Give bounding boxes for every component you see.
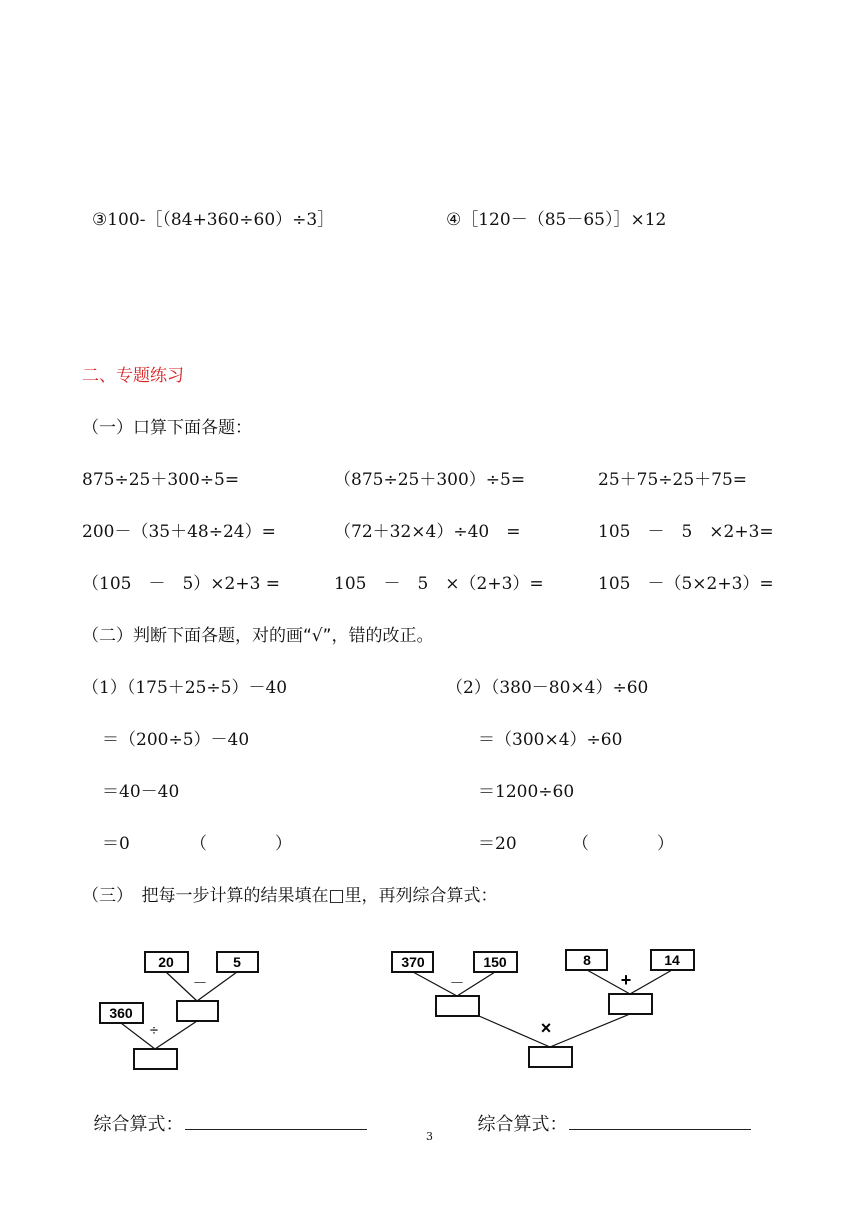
part2-heading: （二）判断下面各题，对的画“√”，错的改正。 bbox=[82, 626, 434, 646]
part3-heading: （三） 把每一步计算的结果填在□里，再列综合算式： bbox=[82, 886, 498, 906]
mental-calc-item: 105 －（5×2+3）= bbox=[598, 574, 774, 594]
judge-line: （2）（380－80×4）÷60 bbox=[446, 678, 649, 698]
answer-box[interactable] bbox=[436, 996, 479, 1016]
mental-calc-item: 25＋75÷25＋75= bbox=[598, 470, 748, 490]
judge-line: ＝1200÷60 bbox=[478, 782, 575, 802]
operator-divide: ÷ bbox=[149, 1022, 159, 1039]
mental-calc-item: 200－（35＋48÷24）= bbox=[82, 522, 276, 542]
tree-number: 5 bbox=[233, 954, 241, 970]
mental-calc-item: 105 － 5 ×（2+3）= bbox=[334, 574, 544, 594]
mental-calc-item: （105 － 5）×2+3 = bbox=[82, 574, 281, 594]
page-number: 3 bbox=[426, 1130, 433, 1143]
formula-blank[interactable] bbox=[569, 1115, 751, 1130]
tree-number: 8 bbox=[583, 952, 591, 968]
answer-parentheses[interactable]: （ ） bbox=[190, 834, 292, 854]
judge-line: ＝20 bbox=[478, 834, 517, 854]
judge-line: ＝40－40 bbox=[102, 782, 180, 802]
mental-calc-item: （72＋32×4）÷40 = bbox=[334, 522, 521, 542]
mental-calc-item: （875÷25＋300）÷5= bbox=[334, 470, 526, 490]
formula-label: 综合算式： bbox=[477, 1114, 568, 1135]
operator-multiply: × bbox=[540, 1018, 552, 1038]
problem-3: ③100-［（84+360÷60）÷3］ bbox=[92, 210, 335, 230]
formula-line-1 bbox=[82, 1097, 367, 1134]
formula-blank[interactable] bbox=[185, 1115, 367, 1130]
tree-number: 14 bbox=[664, 952, 680, 968]
answer-parentheses[interactable]: （ ） bbox=[572, 834, 674, 854]
operator-plus: + bbox=[620, 970, 632, 990]
tree-number: 370 bbox=[401, 954, 425, 970]
tree-number: 360 bbox=[109, 1005, 133, 1021]
judge-line: ＝（300×4）÷60 bbox=[478, 730, 623, 750]
mental-calc-item: 875÷25＋300÷5= bbox=[82, 470, 240, 490]
operator-minus: － bbox=[449, 975, 465, 992]
mental-calc-item: 105 － 5 ×2+3= bbox=[598, 522, 774, 542]
answer-box[interactable] bbox=[529, 1047, 572, 1067]
judge-line: ＝（200÷5）－40 bbox=[102, 730, 250, 750]
tree-number: 20 bbox=[158, 954, 174, 970]
formula-line-2 bbox=[466, 1097, 751, 1134]
answer-box[interactable] bbox=[609, 994, 652, 1014]
judge-line: （1）（175＋25÷5）－40 bbox=[82, 678, 288, 698]
formula-label: 综合算式： bbox=[93, 1114, 184, 1135]
judge-line: ＝0 bbox=[102, 834, 130, 854]
tree-number: 150 bbox=[483, 954, 507, 970]
part1-heading: （一）口算下面各题： bbox=[82, 418, 252, 438]
operator-minus: － bbox=[192, 975, 208, 992]
problem-4: ④［120－（85－65）］×12 bbox=[446, 210, 667, 230]
section-title: 二、专题练习 bbox=[82, 366, 184, 386]
